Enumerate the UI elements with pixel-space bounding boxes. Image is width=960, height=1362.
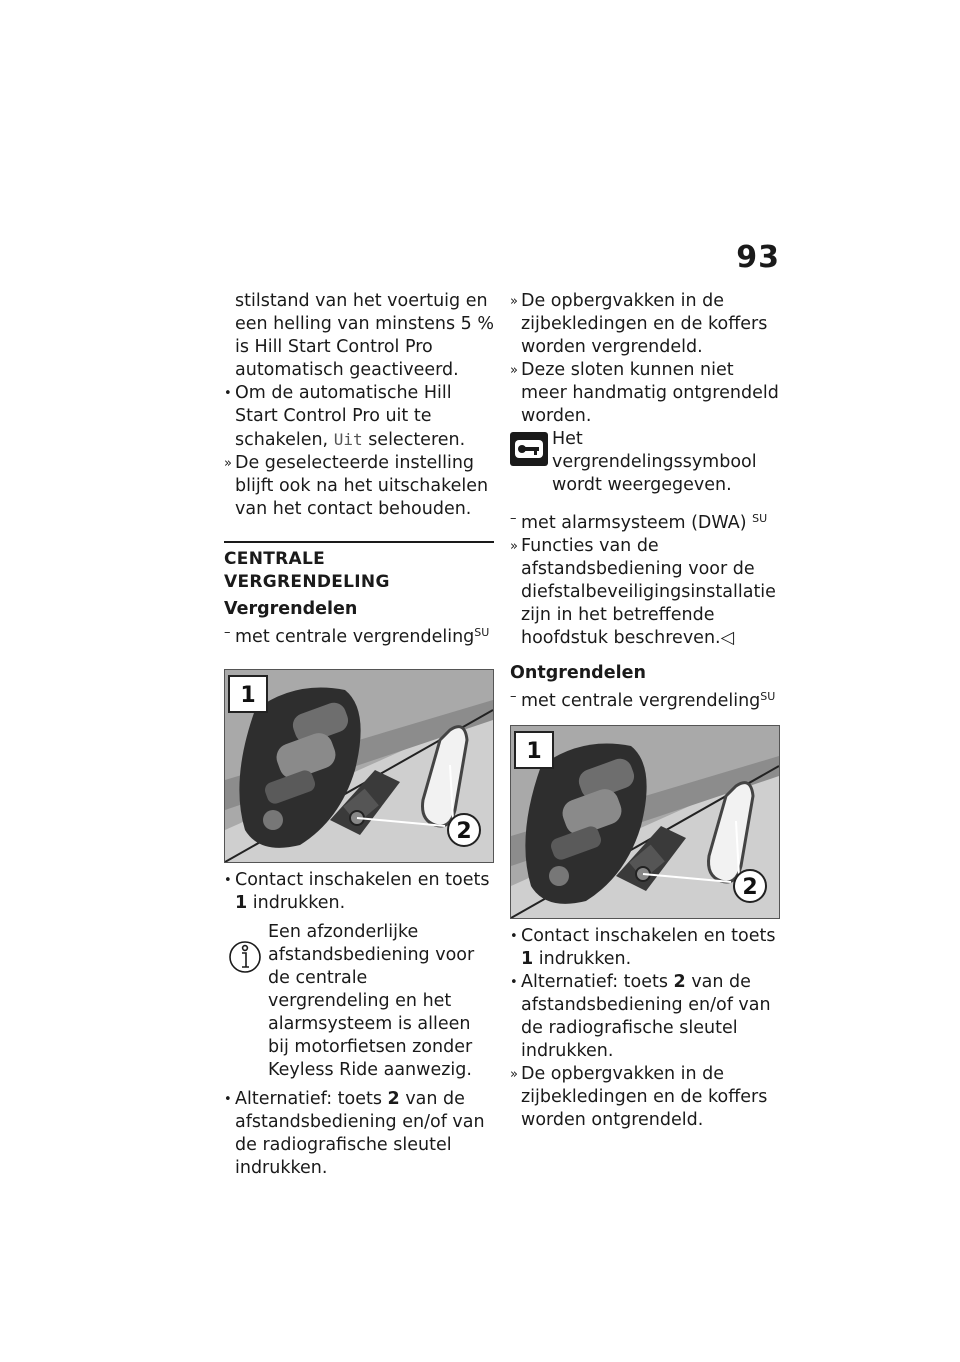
key-ref-2: 2: [387, 1089, 400, 1109]
figure-lock-controls: [224, 669, 494, 863]
info-text: Een afzonderlijke afstandsbediening voor de centrale vergrendeling en het alarmsysteem is alleen bij motorfietsen zonder Keyless Ride aanwezig.: [268, 922, 475, 1080]
dash-text: met centrale vergrendeling: [521, 691, 761, 711]
bullet-item: [224, 869, 494, 915]
result-text: De opbergvakken in de zijbekledingen en de koffers worden vergrendeld.: [521, 291, 768, 357]
bullet-text: Contact inschakelen en toets: [521, 926, 776, 946]
bullet-text-tail: van de afstandsbediening en/of van de radiografische sleutel indrukken.: [235, 1089, 485, 1178]
key-ref-1: 1: [521, 949, 534, 969]
result-text: De geselecteerde instelling blijft ook na het uitschakelen van het contact behouden.: [235, 453, 489, 519]
dash-text: met centrale vergrendeling: [235, 627, 475, 647]
handlebar-switch-illustration: [511, 726, 779, 918]
bullet-mark: •: [510, 929, 518, 944]
section-rule: [224, 541, 494, 543]
page-number: 93: [736, 240, 780, 275]
result-text: Deze sloten kunnen niet meer handmatig ontgrendeld worden.: [521, 360, 779, 426]
dash-sup: SU: [760, 690, 776, 703]
paragraph-continuation: stilstand van het voertuig en een helling van minstens 5 % is Hill Start Control Pro automatisch geactiveerd.: [235, 291, 494, 380]
bullet-text: Om de automatische Hill Start Control Pro uit te schakelen,: [235, 383, 452, 450]
bullet-mark: •: [224, 1092, 232, 1107]
result-mark: »: [510, 1067, 518, 1082]
result-text: Functies van de afstandsbediening voor de diefstalbeveiligingsinstallatie zijn in het betreffende hoofdstuk beschreven.: [521, 536, 776, 648]
bullet-item: [510, 971, 782, 1063]
left-column: [224, 290, 494, 1180]
dash-item: [510, 685, 782, 713]
bullet-mark: •: [224, 386, 232, 401]
bullet-text-tail: indrukken.: [538, 949, 632, 969]
bullet-text: Alternatief: toets: [521, 972, 668, 992]
dash-sup: SU: [752, 512, 768, 525]
bullet-text: Contact inschakelen en toets: [235, 870, 490, 890]
callout-1: 1: [240, 683, 256, 708]
result-item: [510, 359, 782, 428]
bullet-text-tail: indrukken.: [252, 893, 346, 913]
key-ref-1: 1: [235, 893, 248, 913]
bullet-text-tail: selecteren.: [368, 430, 466, 450]
callout-2: 2: [456, 819, 472, 844]
subsection-title: Ontgrendelen: [510, 663, 646, 683]
dash-item: [224, 621, 494, 649]
bullet-item: [510, 925, 782, 971]
locked-key-icon: [510, 430, 548, 468]
section-title: CENTRALE VERGRENDELING: [224, 549, 390, 592]
bullet-item: [224, 1088, 494, 1180]
bullet-text: Alternatief: toets: [235, 1089, 382, 1109]
result-item: [224, 452, 494, 521]
dash-mark: –: [510, 689, 517, 704]
result-mark: »: [510, 363, 518, 378]
menu-value-uit: Uit: [333, 430, 363, 449]
result-item: [510, 535, 782, 650]
dash-mark: –: [224, 625, 231, 640]
lock-symbol-text: Het vergrendelingssymbool wordt weergegeven.: [552, 429, 757, 495]
end-mark: ◁: [720, 628, 735, 648]
result-item: [510, 1063, 782, 1132]
bullet-item: [224, 382, 494, 452]
bullet-mark: •: [224, 873, 232, 888]
dash-sup: SU: [474, 626, 490, 639]
result-text: De opbergvakken in de zijbekledingen en de koffers worden ontgrendeld.: [521, 1064, 768, 1130]
result-mark: »: [510, 294, 518, 309]
right-column: [510, 290, 782, 1132]
handlebar-switch-illustration: [225, 670, 493, 862]
callout-2: 2: [742, 875, 758, 900]
info-note: [224, 921, 494, 1082]
result-mark: »: [510, 539, 518, 554]
subsection-title: Vergrendelen: [224, 599, 358, 619]
key-ref-2: 2: [673, 972, 686, 992]
info-icon: [228, 935, 262, 975]
bullet-text-tail: van de afstandsbediening en/of van de radiografische sleutel indrukken.: [521, 972, 771, 1061]
result-item: [510, 290, 782, 359]
bullet-mark: •: [510, 975, 518, 990]
callout-1: 1: [526, 739, 542, 764]
dash-item: [510, 507, 782, 535]
lock-symbol-note: [510, 428, 782, 497]
figure-unlock-controls: [510, 725, 780, 919]
dash-mark: –: [510, 511, 517, 526]
dash-text: met alarmsysteem (DWA): [521, 513, 747, 533]
result-mark: »: [224, 456, 232, 471]
